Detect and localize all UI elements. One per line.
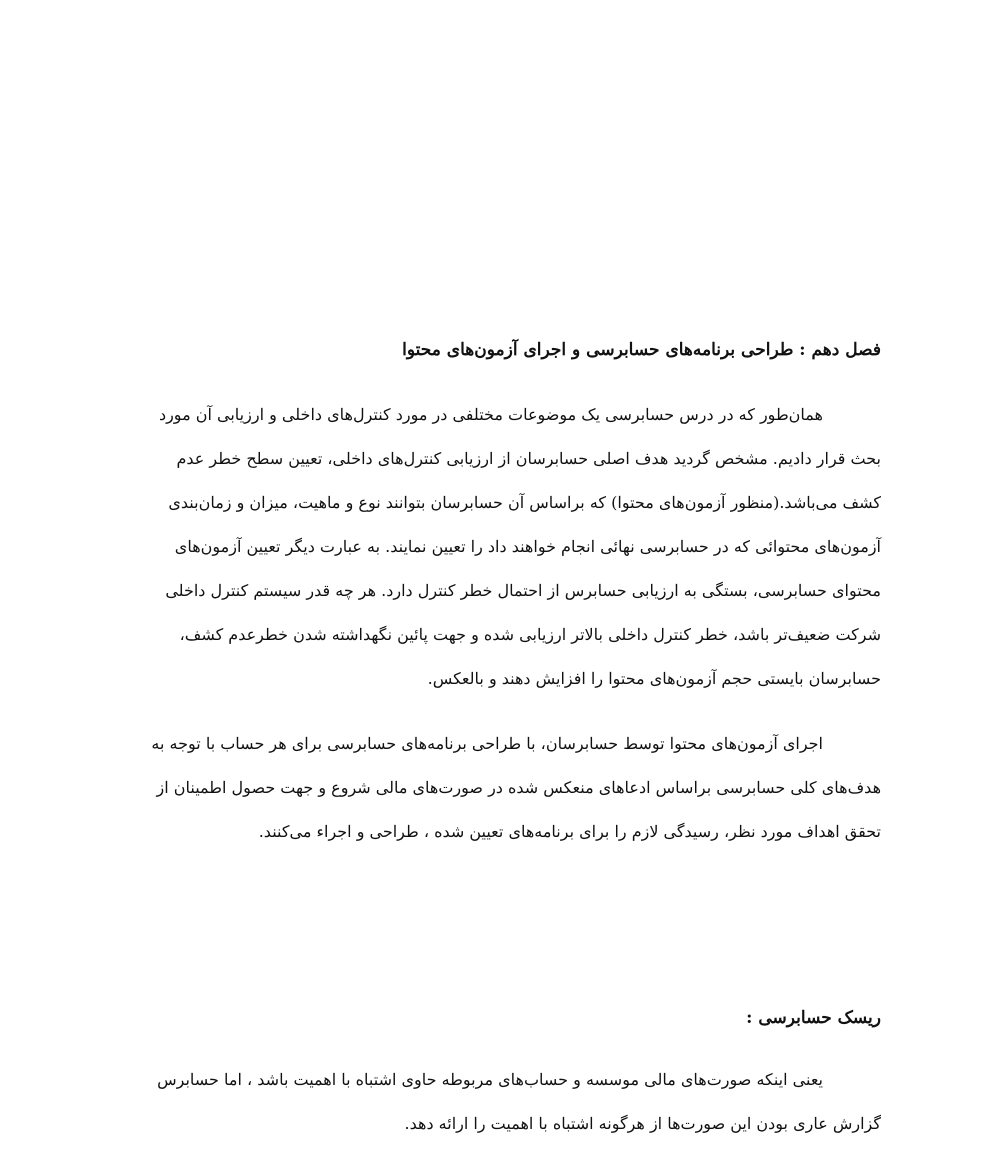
paragraph-text	[121, 722, 881, 854]
paragraph-line: هدف‌های کلی حسابرسی براساس ادعاهای منعکس شده در صورت‌های مالی شروع و جهت حصول اطمینان از	[156, 778, 881, 797]
paragraph-audit-programs	[121, 722, 881, 854]
paragraph-line: یعنی اینکه صورت‌های مالی موسسه و حساب‌های مربوطه حاوی اشتباه با اهمیت باشد ، اما حسابرس	[157, 1070, 823, 1089]
paragraph-line: محتوای حسابرسی، بستگی به ارزیابی حسابرس از احتمال خطر کنترل دارد. هر چه قدر سیستم کنترل داخلی	[165, 581, 881, 600]
paragraph-line: کشف می‌باشد.(منظور آزمون‌های محتوا) که براساس آن حسابرسان بتوانند نوع و ماهیت، میزان و زمان‌بندی	[168, 493, 881, 512]
paragraph-text	[121, 393, 881, 701]
paragraph-audit-risk-definition	[121, 1058, 881, 1146]
paragraph-line: آزمون‌های محتوائی که در حسابرسی نهائی انجام خواهند داد را تعیین نمایند. به عبارت دیگر تعیین آزمون‌های	[174, 537, 881, 556]
paragraph-line: گزارش عاری بودن این صورت‌ها از هرگونه اشتباه با اهمیت را ارائه دهد.	[404, 1114, 881, 1133]
paragraph-line: همان‌طور که در درس حسابرسی یک موضوعات مختلفی در مورد کنترل‌های داخلی و ارزیابی آن مورد	[158, 405, 823, 424]
paragraph-line: تحقق اهداف مورد نظر، رسیدگی لازم را برای برنامه‌های تعیین شده ، طراحی و اجراء می‌کنند.	[258, 822, 881, 841]
paragraph-substantive-tests-intro	[121, 393, 881, 701]
risk-heading-block	[121, 1006, 881, 1030]
paragraph-line: حسابرسان بایستی حجم آزمون‌های محتوا را افزایش دهند و بالعکس.	[427, 669, 881, 688]
chapter-heading: فصل دهم : طراحی برنامه‌های حسابرسی و اجرای آزمون‌های محتوا	[402, 340, 881, 360]
paragraph-line: بحث قرار دادیم. مشخص گردید هدف اصلی حسابرسان از ارزیابی کنترل‌های داخلی، تعیین سطح خطر عدم	[176, 449, 881, 468]
paragraph-text	[121, 1058, 881, 1146]
risk-heading: ریسک حسابرسی :	[746, 1008, 881, 1028]
paragraph-line: شرکت ضعیف‌تر باشد، خطر کنترل داخلی بالاتر ارزیابی شده و جهت پائین نگهداشته شدن خطرعدم کشف،	[179, 625, 881, 644]
chapter-heading-block	[121, 338, 881, 362]
paragraph-line: اجرای آزمون‌های محتوا توسط حسابرسان، با طراحی برنامه‌های حسابرسی برای هر حساب با توجه به	[151, 734, 823, 753]
